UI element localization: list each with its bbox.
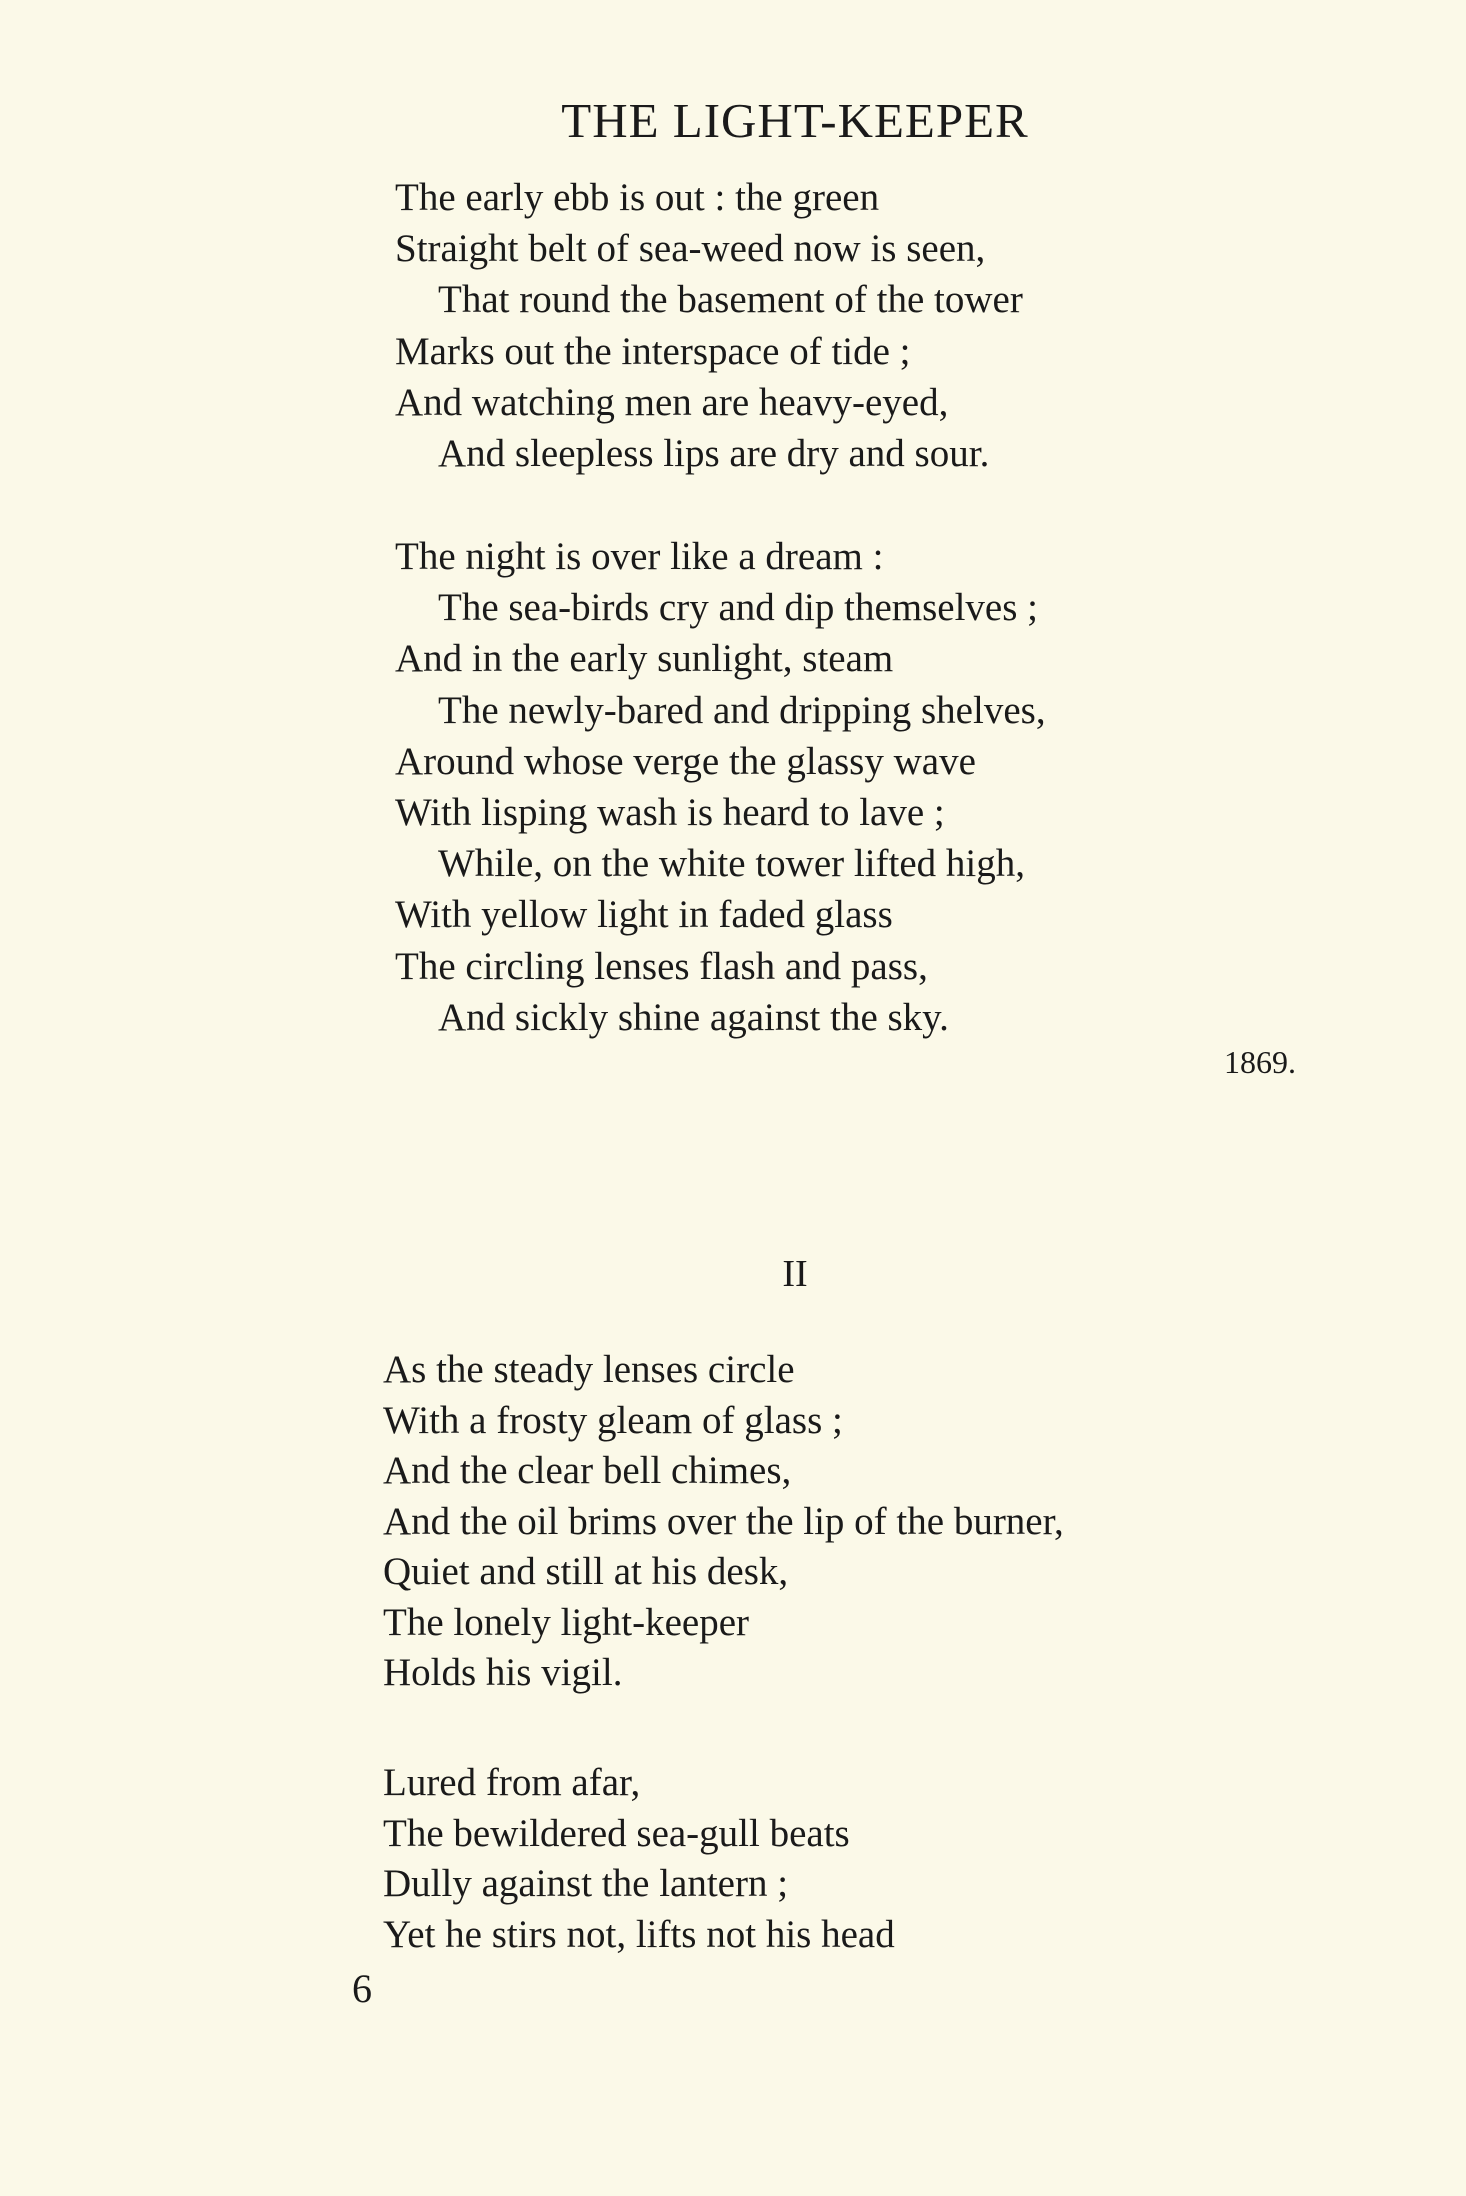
stanza-2: [395, 531, 1046, 1043]
poem-line: Around whose verge the glassy wave: [395, 739, 976, 783]
stanza-4: [383, 1758, 895, 1960]
poem-line: And in the early sunlight, steam: [395, 637, 894, 681]
poem-line: With yellow light in faded glass: [395, 893, 893, 937]
poem-line: The sea-birds cry and dip themselves ;: [438, 586, 1038, 630]
poem-line: The circling lenses flash and pass,: [395, 944, 928, 988]
poem-line: Lured from afar,: [383, 1761, 641, 1804]
page-number: 6: [352, 1966, 372, 2011]
poem-line: Dully against the lantern ;: [383, 1862, 789, 1905]
poem-line: The night is over like a dream :: [395, 535, 884, 578]
poem-title: THE LIGHT-KEEPER: [561, 93, 1029, 148]
poem-line: The newly-bared and dripping shelves,: [438, 688, 1046, 732]
poem-line: As the steady lenses circle: [383, 1348, 795, 1391]
poem-line: Marks out the interspace of tide ;: [395, 329, 911, 373]
poem-line: Yet he stirs not, lifts not his head: [383, 1912, 895, 1956]
poem-line: Quiet and still at his desk,: [383, 1550, 789, 1593]
poem-line: That round the basement of the tower: [438, 278, 1023, 322]
section-heading: II: [782, 1253, 808, 1295]
poem-line: The bewildered sea-gull beats: [383, 1811, 850, 1855]
poem-line: With a frosty gleam of glass ;: [383, 1398, 843, 1442]
poem-line: The lonely light-keeper: [383, 1600, 750, 1644]
poem-line: And watching men are heavy-eyed,: [395, 380, 949, 424]
poem-date: 1869.: [1224, 1044, 1296, 1080]
poem-line: The early ebb is out : the green: [395, 176, 880, 219]
poem-line: And sickly shine against the sky.: [438, 995, 949, 1039]
poem-line: With lisping wash is heard to lave ;: [395, 790, 945, 834]
poem-line: And the oil brims over the lip of the burner,: [383, 1499, 1064, 1543]
poem-line: And sleepless lips are dry and sour.: [438, 431, 990, 475]
stanza-1: [395, 172, 1023, 479]
poem-line: While, on the white tower lifted high,: [438, 842, 1026, 886]
poem-line: Straight belt of sea-weed now is seen,: [395, 227, 986, 271]
stanza-3: [383, 1345, 1064, 1699]
poem-line: And the clear bell chimes,: [383, 1449, 792, 1492]
poem-line: Holds his vigil.: [383, 1651, 623, 1694]
